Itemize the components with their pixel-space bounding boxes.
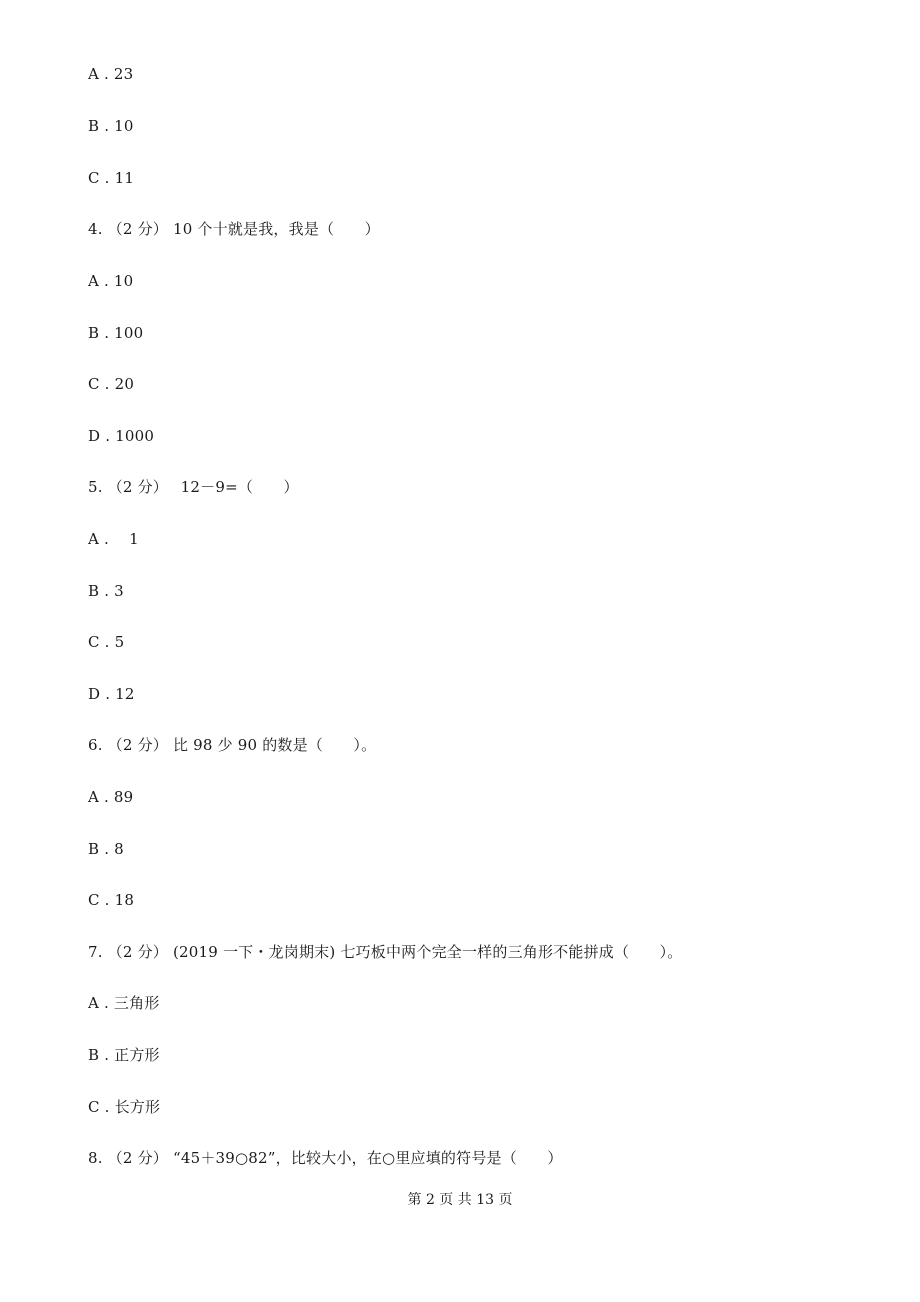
q4-option-d: D . 1000	[88, 427, 155, 445]
q3-option-b: B . 10	[88, 117, 134, 135]
q7-option-a: A . 三角形	[88, 994, 160, 1012]
q7-option-b: B . 正方形	[88, 1046, 160, 1064]
q5-option-d: D . 12	[88, 685, 135, 703]
q4-option-a: A . 10	[88, 272, 134, 290]
q3-option-c: C . 11	[88, 169, 135, 187]
q7-option-c: C . 长方形	[88, 1098, 161, 1116]
q5-option-a: A . 1	[88, 530, 139, 548]
question-5: 5. （2 分） 12－9=（ ）	[88, 478, 299, 496]
question-7: 7. （2 分） (2019 一下・龙岗期末) 七巧板中两个完全一样的三角形不能拼成（ ）。	[88, 943, 683, 961]
question-4: 4. （2 分） 10 个十就是我，我是（ ）	[88, 220, 380, 238]
q6-option-b: B . 8	[88, 840, 124, 858]
question-8: 8. （2 分） “45＋39○82”，比较大小，在○里应填的符号是（ ）	[88, 1149, 563, 1167]
q6-option-a: A . 89	[88, 788, 134, 806]
question-6: 6. （2 分） 比 98 少 90 的数是（ ）。	[88, 736, 377, 754]
q5-option-b: B . 3	[88, 582, 124, 600]
q3-option-a: A . 23	[88, 65, 134, 83]
q4-option-c: C . 20	[88, 375, 135, 393]
q6-option-c: C . 18	[88, 891, 135, 909]
q4-option-b: B . 100	[88, 324, 144, 342]
page-footer: 第 2 页 共 13 页	[407, 1192, 513, 1208]
q5-option-c: C . 5	[88, 633, 125, 651]
